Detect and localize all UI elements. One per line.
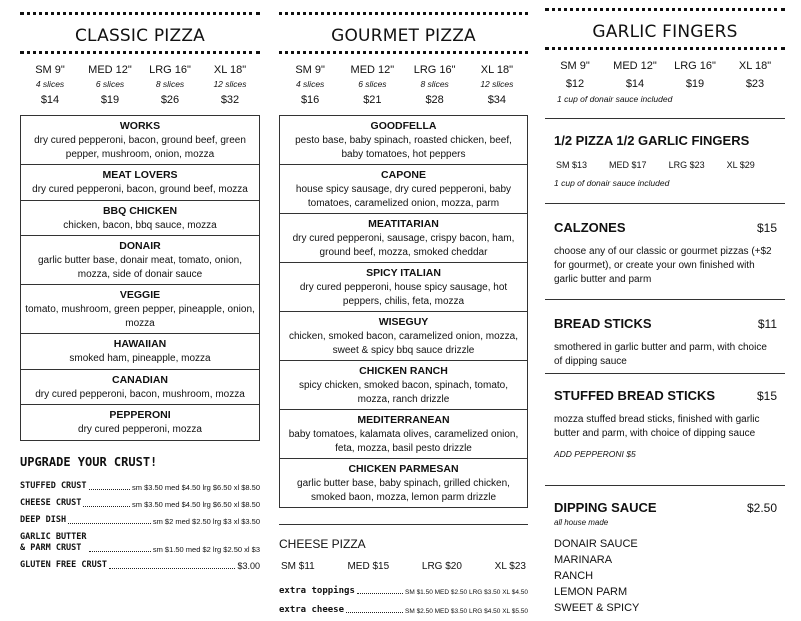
size-slices: 6 slices	[95, 79, 125, 89]
size-sm	[545, 60, 605, 90]
bread-sticks-title-row	[554, 316, 785, 331]
menu-item	[280, 263, 527, 312]
stuffed-bread-sticks-title: STUFFED BREAD STICKS	[554, 388, 716, 403]
extra-toppings-row	[279, 586, 528, 596]
stuffed-bread-sticks-section	[545, 373, 785, 485]
extra-cheese-row	[279, 605, 528, 615]
menu-item	[280, 459, 527, 507]
size-price: $19	[100, 94, 120, 106]
gourmet-size-list	[279, 64, 528, 106]
item-description: pesto base, baby spinach, roasted chicken, beef, baby tomatoes, hot peppers	[295, 135, 512, 160]
dipping-sauce-list	[554, 537, 785, 617]
dot-leader	[68, 523, 151, 524]
half-size-price: XL $29	[726, 160, 755, 170]
dot-leader	[83, 506, 130, 507]
bread-sticks-title: BREAD STICKS	[554, 316, 652, 331]
crust-price: sm $3.50 med $4.50 lrg $6.50 xl $8.50	[132, 499, 260, 509]
bread-sticks-section	[545, 299, 785, 373]
crust-price: sm $1.50 med $2 lrg $2.50 xl $3	[152, 544, 260, 554]
crust-upgrade-list	[20, 481, 260, 571]
size-med	[605, 60, 665, 90]
dot-leader	[89, 551, 151, 552]
menu-item	[21, 201, 259, 237]
crust-name: GARLIC BUTTER & PARM CRUST	[20, 531, 87, 553]
item-name: HAWAIIAN	[113, 338, 167, 350]
size-xl	[725, 60, 785, 90]
size-price: $34	[487, 94, 507, 106]
size-price: $12	[565, 78, 585, 90]
half-size-list	[554, 160, 785, 170]
size-slices: 8 slices	[155, 79, 185, 89]
menu-item	[21, 370, 259, 406]
item-description: smoked ham, pineapple, mozza	[69, 353, 211, 364]
size-name: SM 9"	[35, 64, 65, 76]
menu-item	[280, 165, 527, 214]
garlic-sauce-note: 1 cup of donair sauce included	[557, 94, 673, 104]
stuffed-bread-sticks-price: $15	[756, 389, 777, 403]
item-description: tomato, mushroom, green pepper, pineapple, onion, mozza	[25, 304, 255, 329]
item-description: dry cured pepperoni, sausage, crispy bacon, ham, ground beef, mozza, smoked cheddar	[292, 233, 515, 258]
size-price: $32	[220, 94, 240, 106]
half-sauce-note: 1 cup of donair sauce included	[554, 178, 670, 188]
cheese-size-price: LRG $20	[421, 561, 462, 572]
cheese-size-price: XL $23	[494, 561, 526, 572]
item-description: garlic butter base, donair meat, tomato, onion, mozza, side of donair sauce	[37, 255, 242, 280]
menu-item	[280, 116, 527, 165]
calzones-description: choose any of our classic or gourmet pizzas (+$2 for gourmet), or create your own finished with garlic butter and parm	[554, 246, 772, 285]
size-slices: 6 slices	[358, 79, 387, 89]
menu-item	[21, 165, 259, 201]
size-price: $14	[40, 94, 60, 106]
dipping-sauce-price: $2.50	[746, 501, 777, 515]
classic-size-list	[20, 64, 260, 106]
size-price: $16	[300, 94, 320, 106]
item-description: house spicy sausage, dry cured pepperoni, baby tomatoes, caramelized onion, mozza, parm	[295, 184, 512, 209]
extra-price: SM $2.50 MED $3.50 LRG $4.50 XL $5.50	[405, 608, 528, 615]
crust-price: $3.00	[237, 560, 260, 571]
item-description: chicken, smoked bacon, caramelized onion, mozza, sweet & spicy bbq sauce drizzle	[288, 331, 518, 356]
menu-item	[280, 410, 527, 459]
crust-row	[20, 560, 260, 571]
extra-name: extra toppings	[279, 586, 355, 596]
half-pizza-section	[545, 118, 785, 203]
classic-pizza-column	[20, 0, 260, 577]
upgrade-crust-title: UPGRADE YOUR CRUST!	[20, 454, 158, 469]
crust-name: STUFFED CRUST	[20, 480, 87, 491]
crust-row	[20, 481, 260, 492]
extra-name: extra cheese	[279, 605, 345, 615]
size-slices: 4 slices	[295, 79, 325, 89]
bread-sticks-price: $11	[757, 317, 777, 331]
cheese-size-list	[279, 561, 528, 572]
item-name: CANADIAN	[112, 373, 168, 386]
item-description: dry cured pepperoni, mozza	[78, 424, 202, 435]
half-title-row	[554, 133, 785, 148]
crust-row	[20, 515, 260, 526]
item-description: dry cured pepperoni, bacon, ground beef, mozza	[32, 184, 248, 195]
item-name: PEPPERONI	[109, 409, 171, 421]
add-pepperoni-note: ADD PEPPERONI $5	[554, 449, 636, 459]
calzones-price: $15	[756, 221, 777, 235]
dipping-title-row	[554, 500, 785, 515]
crust-row	[20, 498, 260, 509]
half-title: 1/2 PIZZA 1/2 GARLIC FINGERS	[554, 133, 750, 148]
item-description: dry cured pepperoni, bacon, ground beef, green pepper, mushroom, onion, mozza	[34, 135, 246, 160]
sauce-item: SWEET & SPICY	[554, 601, 640, 614]
size-price: $28	[425, 94, 444, 106]
item-name: DONAIR	[119, 240, 161, 252]
item-name: BBQ CHICKEN	[102, 204, 178, 217]
menu-item	[280, 312, 527, 361]
size-lrg	[140, 64, 200, 106]
sauce-item: RANCH	[554, 569, 594, 582]
cheese-pizza-title: CHEESE PIZZA	[279, 537, 366, 551]
item-name: SPICY ITALIAN	[366, 267, 441, 279]
size-name: SM 9"	[295, 64, 325, 76]
size-price: $23	[745, 78, 765, 90]
bread-sticks-description: smothered in garlic butter and parm, with choice of dipping sauce	[554, 342, 767, 367]
crust-name: GLUTEN FREE CRUST	[20, 559, 107, 570]
menu-item	[21, 236, 259, 285]
cheese-divider	[279, 524, 528, 525]
size-med	[341, 64, 403, 106]
item-name: CHICKEN RANCH	[359, 365, 448, 377]
dot-leader	[346, 612, 403, 613]
item-name: MEATITARIAN	[368, 218, 439, 230]
crust-price: sm $2 med $2.50 lrg $3 xl $3.50	[152, 516, 260, 526]
stuffed-title-row	[554, 388, 785, 403]
dot-leader	[89, 489, 130, 490]
menu-item	[280, 361, 527, 410]
item-description: baby tomatoes, kalamata olives, caramelized onion, feta, mozza, basil pesto drizzle	[288, 429, 519, 454]
garlic-size-list	[545, 60, 785, 90]
size-slices: 8 slices	[420, 79, 449, 89]
size-sm	[279, 64, 341, 106]
cheese-size-price: MED $15	[347, 561, 390, 572]
garlic-fingers-title: GARLIC FINGERS	[592, 22, 738, 42]
item-name: WORKS	[119, 120, 161, 132]
gourmet-pizza-list	[279, 115, 528, 508]
menu-item	[21, 116, 259, 165]
garlic-fingers-column	[545, 0, 785, 617]
item-description: spicy chicken, smoked bacon, spinach, tomato, mozza, ranch drizzle	[299, 380, 508, 405]
half-size-price: MED $17	[609, 160, 647, 170]
half-size-price: SM $13	[556, 160, 588, 170]
size-name: MED 12"	[88, 64, 132, 76]
dipping-sauce-subtitle: all house made	[554, 518, 609, 527]
sauce-item: LEMON PARM	[554, 585, 628, 598]
size-price: $26	[160, 94, 180, 106]
crust-name: DEEP DISH	[20, 514, 67, 525]
gourmet-pizza-column	[279, 0, 528, 615]
menu-item	[21, 285, 259, 334]
menu-item	[21, 334, 259, 370]
bottom-dotted-rule	[545, 44, 785, 50]
item-name: CAPONE	[381, 169, 426, 181]
size-name: SM 9"	[560, 60, 590, 72]
crust-row	[20, 532, 260, 554]
size-price: $19	[685, 78, 705, 90]
cheese-size-price: SM $11	[281, 561, 315, 572]
size-lrg	[404, 64, 466, 106]
size-name: XL 18"	[213, 64, 247, 76]
item-name: WISEGUY	[378, 316, 429, 328]
size-slices: 4 slices	[35, 79, 65, 89]
calzones-section	[545, 203, 785, 299]
item-name: MEDITERRANEAN	[357, 414, 450, 426]
size-name: MED 12"	[350, 64, 395, 76]
calzones-title: CALZONES	[554, 220, 626, 235]
dipping-sauce-title: DIPPING SAUCE	[554, 500, 657, 515]
top-dotted-rule	[545, 8, 785, 18]
size-name: LRG 16"	[674, 60, 716, 72]
top-dotted-rule	[20, 12, 260, 22]
stuffed-bread-sticks-description: mozza stuffed bread sticks, finished with garlic butter and parm, with choice of dipping sauce	[554, 414, 760, 439]
item-name: CHICKEN PARMESAN	[348, 463, 459, 475]
sauce-item: MARINARA	[554, 553, 613, 566]
menu-item	[280, 214, 527, 263]
half-size-price: LRG $23	[668, 160, 705, 170]
size-price: $21	[363, 94, 382, 106]
size-name: XL 18"	[480, 64, 513, 76]
item-name: VEGGIE	[119, 289, 161, 301]
size-name: LRG 16"	[149, 64, 191, 76]
size-slices: 12 slices	[480, 79, 514, 89]
item-description: garlic butter base, baby spinach, grilled chicken, smoked baon, mozza, lemon parm drizzle	[297, 478, 510, 503]
size-price: $14	[625, 78, 645, 90]
size-lrg	[665, 60, 725, 90]
item-description: dry cured pepperoni, bacon, mushroom, mozza	[35, 388, 245, 400]
size-xl	[200, 64, 260, 106]
item-description: chicken, bacon, bbq sauce, mozza	[63, 219, 217, 231]
item-name: GOODFELLA	[370, 120, 437, 132]
classic-pizza-title: CLASSIC PIZZA	[74, 26, 206, 46]
size-name: MED 12"	[613, 60, 657, 72]
extra-price: SM $1.50 MED $2.50 LRG $3.50 XL $4.50	[405, 589, 528, 596]
size-sm	[20, 64, 80, 106]
menu-item	[21, 405, 259, 440]
size-slices: 12 slices	[213, 79, 247, 89]
sauce-item: DONAIR SAUCE	[554, 538, 638, 550]
bottom-dotted-rule	[279, 48, 528, 54]
crust-name: CHEESE CRUST	[20, 497, 82, 508]
size-xl	[466, 64, 528, 106]
dot-leader	[109, 568, 235, 569]
calzones-title-row	[554, 220, 785, 235]
item-name: MEAT LOVERS	[102, 169, 178, 181]
item-description: dry cured pepperoni, house spicy sausage, hot peppers, chilis, feta, mozza	[299, 282, 508, 307]
bottom-dotted-rule	[20, 48, 260, 54]
top-dotted-rule	[279, 12, 528, 22]
gourmet-pizza-title: GOURMET PIZZA	[331, 26, 476, 46]
dot-leader	[357, 593, 403, 594]
size-med	[80, 64, 140, 106]
size-name: LRG 16"	[413, 64, 456, 76]
dipping-sauce-section	[545, 485, 785, 617]
size-name: XL 18"	[738, 60, 772, 72]
crust-price: sm $3.50 med $4.50 lrg $6.50 xl $8.50	[132, 482, 260, 492]
classic-pizza-list	[20, 115, 260, 441]
